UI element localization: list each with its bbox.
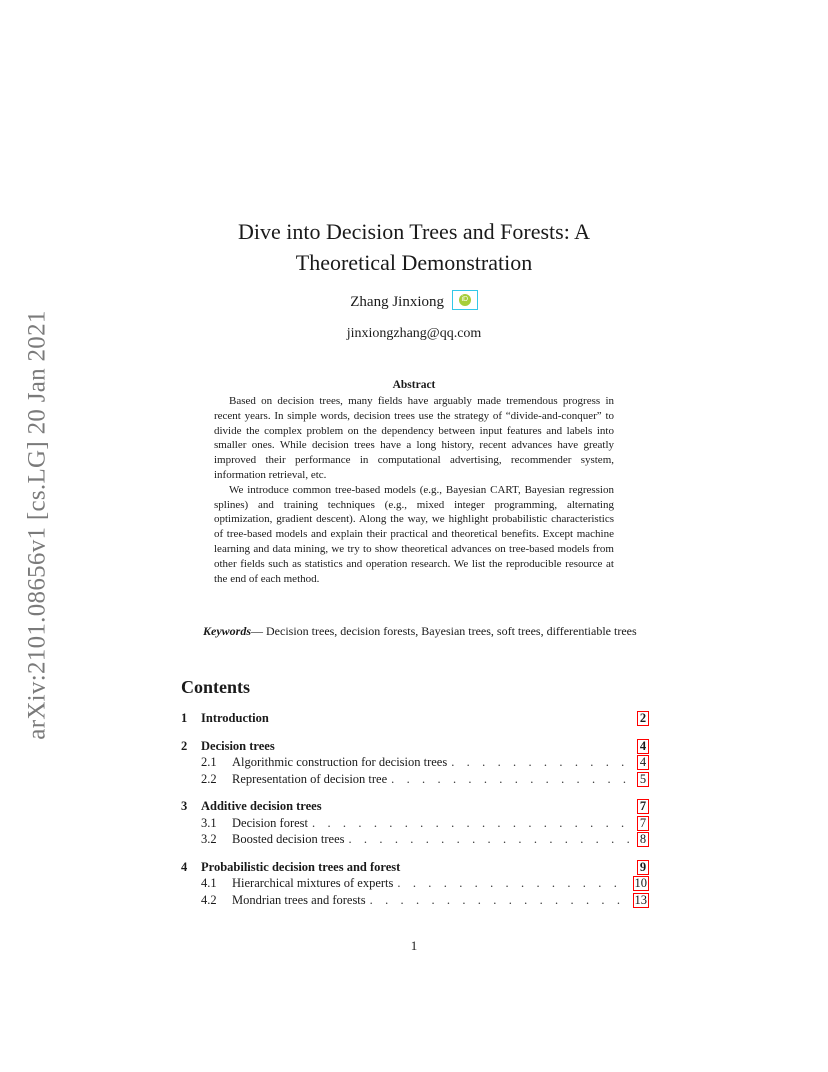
abstract-heading: Abstract: [392, 379, 436, 391]
toc-subsection-number: 2.1: [201, 755, 217, 769]
toc-page-link[interactable]: 5: [637, 772, 649, 787]
arxiv-stamp-text: arXiv:2101.08656v1 [cs.LG] 20 Jan 2021: [24, 310, 51, 740]
toc-section: [181, 860, 649, 910]
toc-subsection-number: 2.2: [201, 771, 217, 786]
toc-section-number: 4: [181, 859, 188, 874]
toc-subsection-title: Algorithmic construction for decision trees: [232, 755, 448, 769]
toc-subsection-title: Boosted decision trees: [232, 832, 345, 846]
toc-subsection-number: 4.2: [201, 892, 217, 907]
toc-page-link[interactable]: 4: [637, 755, 649, 770]
table-of-contents: [181, 711, 649, 920]
toc-subsection-number: 3.1: [201, 815, 217, 830]
toc-leader-dots: [397, 876, 626, 891]
toc-subentry[interactable]: [181, 816, 649, 833]
toc-subsection-title: Mondrian trees and forests: [232, 892, 366, 907]
paper-title: Dive into Decision Trees and Forests: A Theoretical Demonstration: [238, 219, 590, 275]
toc-page-link[interactable]: 9: [637, 860, 649, 875]
orcid-icon: iD: [459, 294, 471, 306]
toc-subsection-title: Decision forest: [232, 815, 309, 830]
page-number: 1: [410, 938, 418, 953]
toc-page-link[interactable]: 7: [637, 799, 649, 814]
toc-section-title: Probabilistic decision trees and forest: [201, 859, 401, 874]
toc-entry[interactable]: [181, 860, 649, 877]
keywords-label: Keywords: [203, 624, 251, 638]
toc-section-number: 1: [181, 711, 188, 725]
toc-subentry[interactable]: [181, 893, 649, 910]
toc-section-title: Additive decision trees: [201, 799, 322, 813]
toc-page-link[interactable]: 13: [634, 892, 647, 907]
abstract-paragraph: We introduce common tree-based models (e.g., Bayesian CART, Bayesian regression splines) and training techniques (e.g., mixed integer programming, alternating optimization, gradient descent). Along the way, we highlight probabilistic characteristics of tree-based models and explain their practical and theoretical benefits. Except machine learning and data mining, we try to show theoretical advances on tree-based models from other fields such as statistics and operation research. We list the reproducible resource at the end of each method.: [214, 483, 614, 585]
toc-page-link[interactable]: 10: [634, 876, 647, 890]
toc-page-link[interactable]: 4: [637, 739, 649, 754]
author-name: Zhang Jinxiong: [350, 294, 444, 310]
toc-entry[interactable]: [181, 739, 649, 756]
toc-leader-dots: [451, 755, 631, 770]
toc-section-number: 2: [181, 738, 188, 753]
toc-subentry[interactable]: [181, 832, 649, 849]
toc-leader-dots: [312, 816, 631, 831]
abstract-body: [214, 394, 614, 586]
toc-leader-dots: [391, 772, 631, 787]
toc-section-title: Introduction: [201, 711, 269, 725]
toc-subentry[interactable]: [181, 876, 649, 893]
toc-section-title: Decision trees: [201, 738, 275, 753]
toc-entry[interactable]: [181, 711, 649, 728]
toc-section: [181, 799, 649, 849]
toc-subsection-number: 3.2: [201, 832, 217, 846]
toc-page-link[interactable]: 2: [637, 711, 649, 726]
toc-subentry[interactable]: [181, 772, 649, 789]
abstract-paragraph: Based on decision trees, many fields have arguably made tremendous progress in recent years. In simple words, decision trees use the strategy of “divide-and-conquer” to divide the complex problem on the dependency between input features and labels into smaller ones. While decision trees have a long history, recent advances have greatly improved their performance in computational advertising, recommender system, information retrieval, etc.: [214, 395, 614, 481]
toc-entry[interactable]: [181, 799, 649, 816]
toc-section-number: 3: [181, 799, 188, 813]
toc-page-link[interactable]: 8: [637, 832, 649, 847]
toc-subsection-title: Hierarchical mixtures of experts: [232, 876, 394, 890]
toc-subentry[interactable]: [181, 755, 649, 772]
orcid-link[interactable]: [452, 290, 478, 310]
author-email: jinxiongzhang@qq.com: [346, 326, 482, 341]
keywords: [181, 623, 648, 640]
contents-heading: Contents: [181, 677, 251, 697]
toc-leader-dots: [370, 893, 627, 908]
toc-page-link[interactable]: 7: [637, 816, 649, 831]
toc-section: [181, 711, 649, 728]
toc-section: [181, 739, 649, 789]
author-line: [200, 290, 628, 311]
toc-subsection-title: Representation of decision tree: [232, 771, 388, 786]
keywords-text: — Decision trees, decision forests, Bayesian trees, soft trees, differentiable trees: [251, 624, 637, 638]
toc-subsection-number: 4.1: [201, 876, 217, 890]
arxiv-stamp: [18, 290, 58, 760]
toc-leader-dots: [348, 832, 631, 847]
